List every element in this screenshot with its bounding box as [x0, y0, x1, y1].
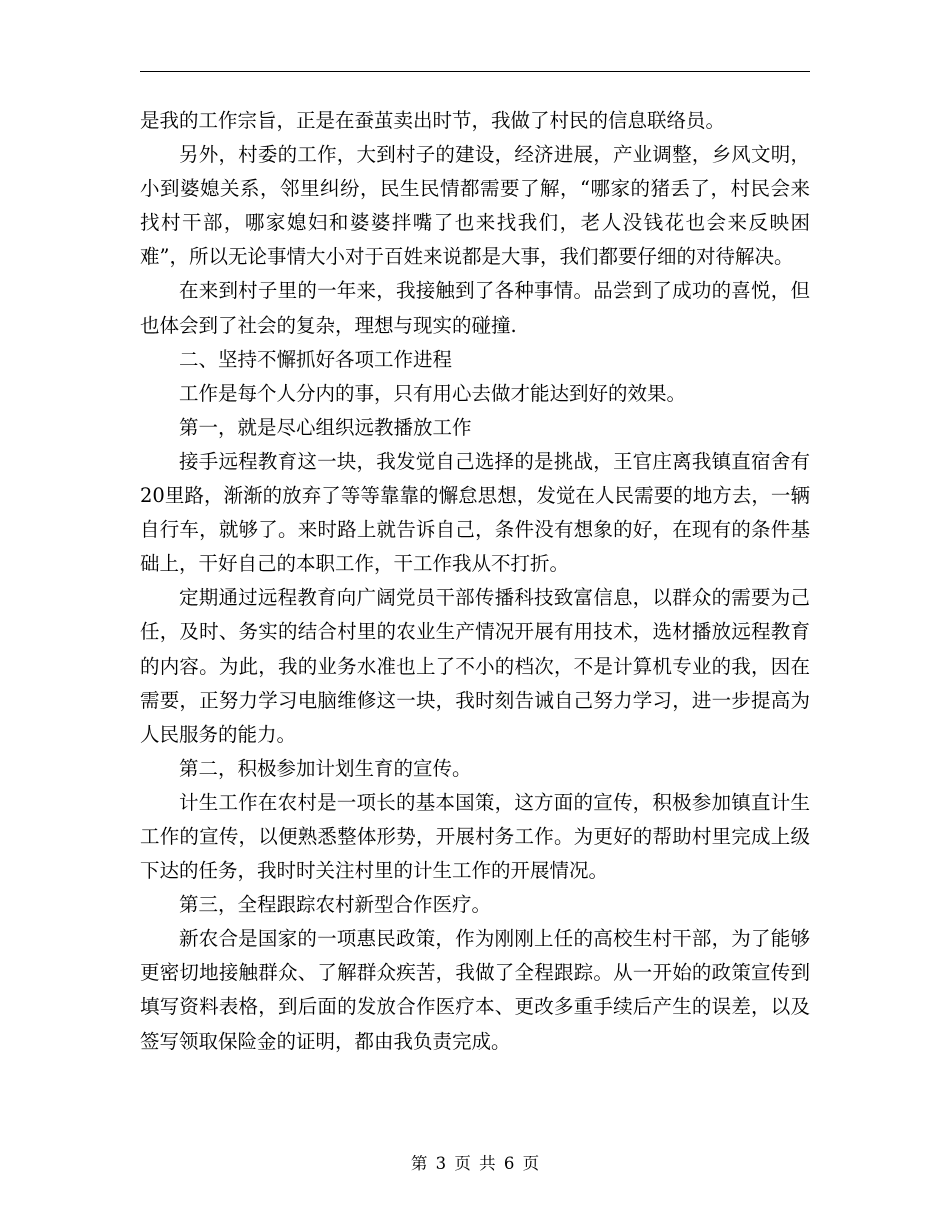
- document-body: [140, 104, 810, 1059]
- section-heading-2: 二、坚持不懈抓好各项工作进程: [179, 347, 453, 371]
- subheading-third: 第三，全程跟踪农村新型合作医疗。: [179, 893, 492, 917]
- paragraph-8: 定期通过远程教育向广阔党员干部传播科技致富信息，以群众的需要为己任，及时、务实的结合村里的农业生产情况开展有用技术，选材播放远程教育的内容。为此，我的业务水准也上了不小的档次，不是计算机专业的我，因在需要，正努力学习电脑维修这一块，我时刻告诫自己努力学习，进一步提高为人民服务的能力。: [140, 586, 810, 746]
- paragraph-7: 接手远程教育这一块，我发觉自己选择的是挑战，王官庄离我镇直宿舍有20里路，渐渐的放弃了等等靠靠的懈怠思想，发觉在人民需要的地方去，一辆自行车，就够了。来时路上就告诉自己，条件没有想象的好，在现有的条件基础上，干好自己的本职工作，干工作我从不打折。: [140, 449, 810, 576]
- subheading-first: 第一，就是尽心组织远教播放工作: [179, 415, 472, 439]
- header-rule: [140, 71, 810, 72]
- paragraph-5: 工作是每个人分内的事，只有用心去做才能达到好的效果。: [179, 381, 687, 405]
- subheading-second: 第二，积极参加计划生育的宣传。: [179, 756, 472, 780]
- paragraph-3: 在来到村子里的一年来，我接触到了各种事情。品尝到了成功的喜悦，但也体会到了社会的复杂，理想与现实的碰撞.: [140, 279, 810, 337]
- paragraph-10: 计生工作在农村是一项长的基本国策，这方面的宣传，积极参加镇直计生工作的宣传，以便熟悉整体形势，开展村务工作。为更好的帮助村里完成上级下达的任务，我时时关注村里的计生工作的开展情况。: [140, 790, 810, 883]
- paragraph-12: 新农合是国家的一项惠民政策，作为刚刚上任的高校生村干部，为了能够更密切地接触群众、了解群众疾苦，我做了全程跟踪。从一开始的政策宣传到填写资料表格，到后面的发放合作医疗本、更改多重手续后产生的误差，以及签写领取保险金的证明，都由我负责完成。: [140, 927, 810, 1053]
- paragraph-2: 另外，村委的工作，大到村子的建设，经济进展，产业调整，乡风文明，小到婆媳关系，邻里纠纷，民生民情都需要了解，“哪家的猪丢了，村民会来找村干部，哪家媳妇和婆婆拌嘴了也来找我们，老人没钱花也会来反映困难”，所以无论事情大小对于百姓来说都是大事，我们都要仔细的对待解决。: [140, 143, 810, 269]
- page-number-footer: 第 3 页 共 6 页: [410, 1154, 540, 1173]
- paragraph-1: 是我的工作宗旨，正是在蚕茧卖出时节，我做了村民的信息联络员。: [140, 109, 726, 132]
